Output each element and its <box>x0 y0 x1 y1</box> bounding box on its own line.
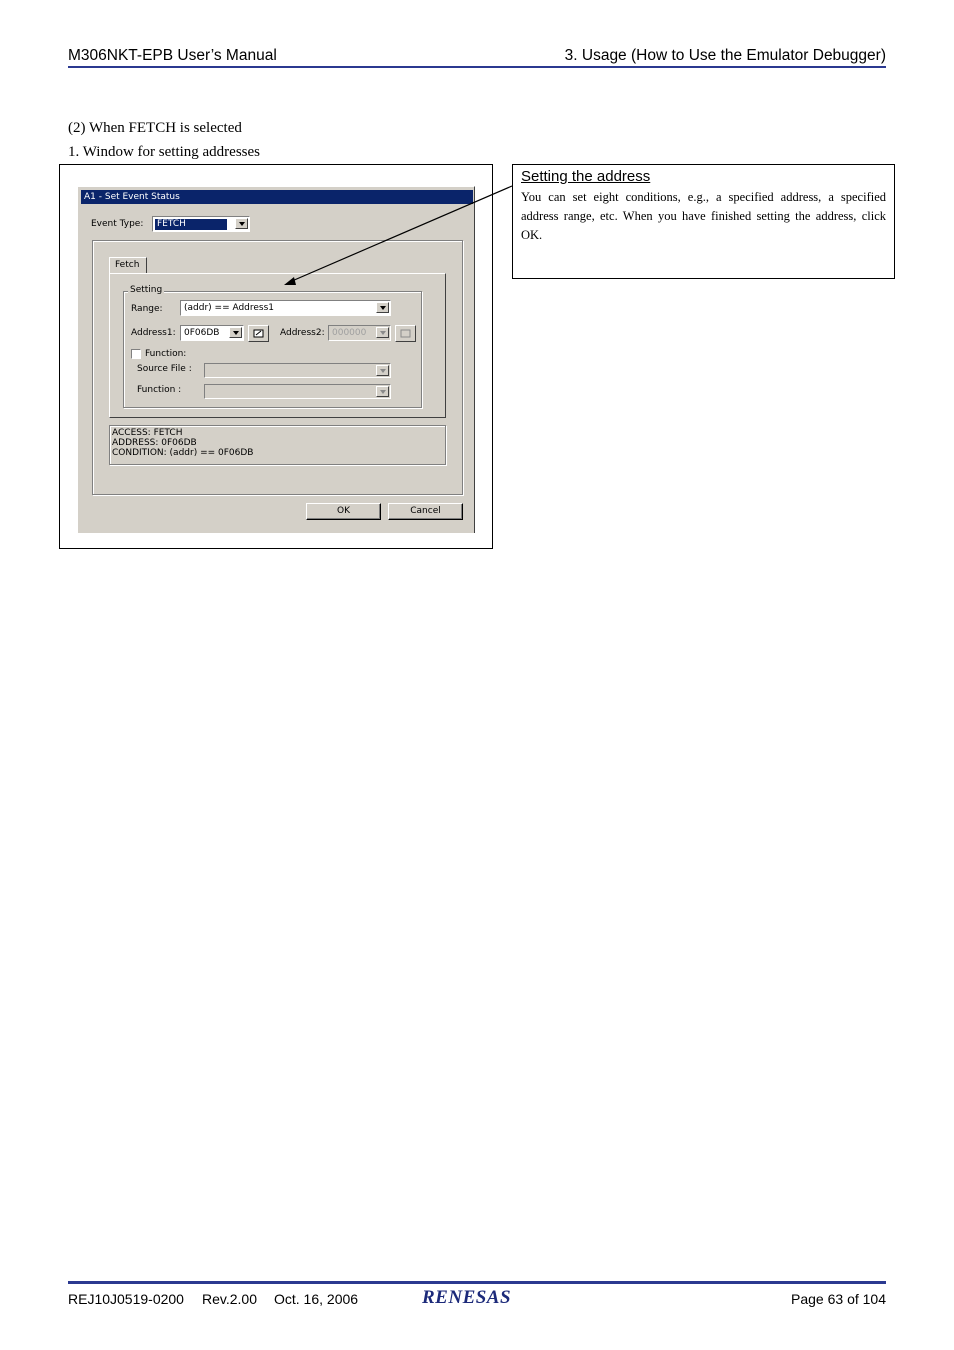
address2-value: 000000 <box>332 328 367 338</box>
setting-group-label: Setting <box>130 285 163 295</box>
ok-button[interactable]: OK <box>306 503 381 520</box>
function-label: Function : <box>137 385 182 395</box>
callout-body: You can set eight conditions, e.g., a specified address, a specified address range, etc. When you have finished setting the address, click OK. <box>521 190 886 242</box>
event-type-label: Event Type: <box>91 219 144 229</box>
footer-doc-id: REJ10J0519-0200 <box>68 1291 184 1307</box>
callout-title: Setting the address <box>521 168 651 185</box>
renesas-logo: RENESAS <box>422 1287 512 1308</box>
section-heading: (2) When FETCH is selected <box>68 120 242 136</box>
footer-rule <box>68 1281 886 1284</box>
header-section-title: 3. Usage (How to Use the Emulator Debugger) <box>564 47 886 64</box>
cancel-button[interactable]: Cancel <box>388 503 463 520</box>
footer-date: Oct. 16, 2006 <box>274 1291 359 1307</box>
range-value: (addr) == Address1 <box>184 303 275 313</box>
tab-fetch[interactable]: Fetch <box>109 257 147 274</box>
footer-page-number: Page 63 of 104 <box>791 1291 886 1307</box>
source-file-label: Source File : <box>137 364 192 374</box>
footer-revision: Rev.2.00 <box>202 1291 257 1307</box>
header-manual-title: M306NKT-EPB User’s Manual <box>68 47 277 64</box>
summary-line: ADDRESS: 0F06DB <box>112 438 197 448</box>
address2-label: Address2: <box>280 328 325 338</box>
event-type-value: FETCH <box>155 219 227 230</box>
dialog-titlebar: A1 - Set Event Status <box>81 190 473 204</box>
section-subheading: 1. Window for setting addresses <box>68 144 261 160</box>
range-label: Range: <box>131 304 163 314</box>
address1-label: Address1: <box>131 328 176 338</box>
summary-line: CONDITION: (addr) == 0F06DB <box>112 448 254 458</box>
summary-line: ACCESS: FETCH <box>112 428 183 438</box>
function-checkbox-label: Function: <box>145 349 187 359</box>
address1-value: 0F06DB <box>184 328 220 338</box>
